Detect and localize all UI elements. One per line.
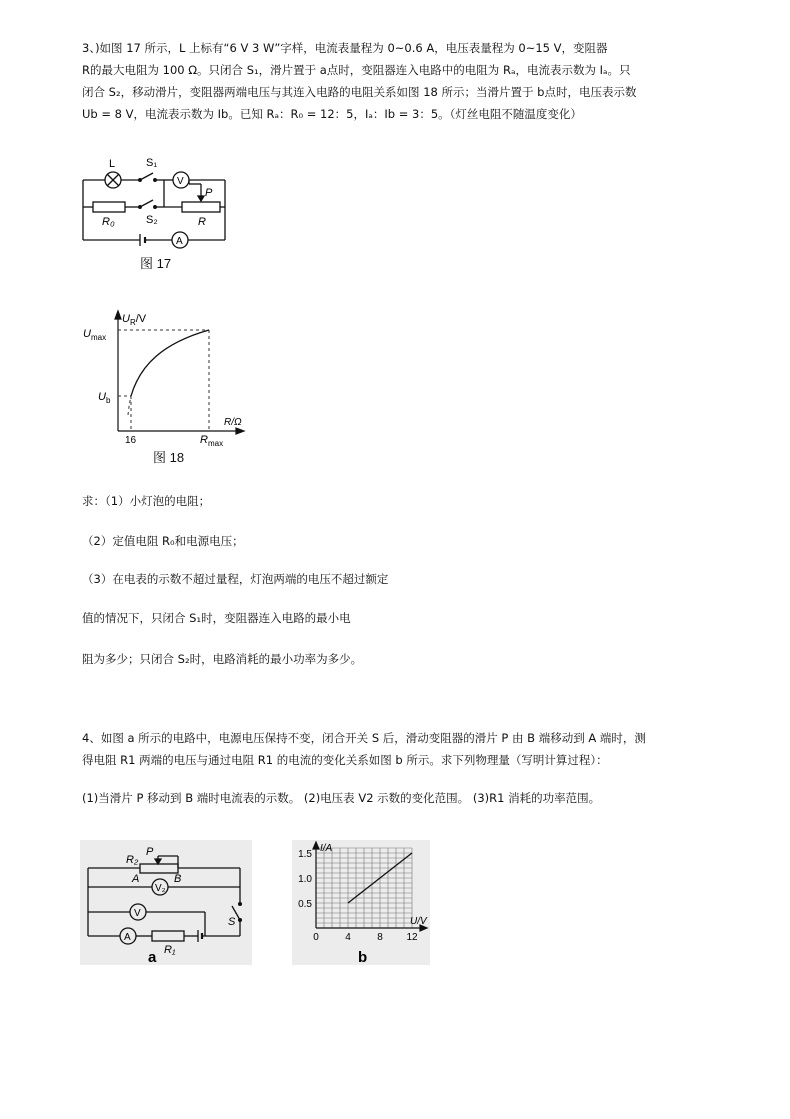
q4-line-3: (1)当滑片 P 移动到 B 端时电流表的示数。 (2)电压表 V2 示数的变化范围。 (3)R1 消耗的功率范围。: [82, 791, 601, 805]
y-tick-label: 0.5: [298, 899, 312, 910]
x-tick-label: 12: [406, 932, 418, 943]
x-axis-label: R/Ω: [224, 417, 242, 428]
q3-ask-2: （2）定值电阻 R₀和电源电压；: [82, 534, 244, 548]
y-tick-label: 1.5: [298, 849, 312, 860]
voltmeter-v2-label: V₂: [155, 883, 166, 894]
x-tick-label: 0: [313, 932, 319, 943]
lamp-label: L: [109, 158, 116, 170]
x-axis-label: U/V: [410, 916, 427, 927]
chart-figure-b: [292, 840, 430, 965]
switch-s1-label: S₁: [146, 157, 158, 169]
q3-ask-3c: 阻为多少；只闭合 S₂时，电路消耗的最小功率为多少。: [82, 652, 363, 666]
q3-ask-3a: （3）在电表的示数不超过量程，灯泡两端的电压不超过额定: [82, 572, 389, 586]
switch-s-label: S: [228, 916, 236, 928]
end-b-label: B: [174, 873, 182, 885]
y-tick-umax: $U_{max}$: [83, 328, 107, 342]
q3-line-4: Ub = 8 V，电流表示数为 Ib。已知 Rₐ：R₀ = 12：5，Iₐ：Ib = 3：5。（灯丝电阻不随温度变化）: [82, 107, 582, 121]
ammeter-label: A: [176, 236, 183, 247]
slider-p-label: P: [205, 187, 213, 199]
x-tick-label: 8: [377, 932, 383, 943]
y-axis-label: $U_R/V$: [122, 313, 147, 327]
curve-series: [131, 330, 209, 396]
resistor-r1-label: R₁: [164, 944, 176, 956]
x-tick-16: 16: [125, 435, 137, 446]
y-tick-ub: $U_b$: [98, 391, 111, 405]
q4-line-2: 得电阻 R1 两端的电压与通过电阻 R1 的电流的变化关系如图 b 所示。求下列物理量（写明计算过程）：: [82, 753, 608, 767]
slider-p-label: P: [146, 846, 154, 858]
chart-figure-18: [78, 305, 258, 448]
q4-line-1: 4、如图 a 所示的电路中，电源电压保持不变，闭合开关 S 后，滑动变阻器的滑片 P 由 B 端移动到 A 端时，测: [82, 731, 646, 745]
ammeter-label: A: [124, 932, 131, 943]
figure-17-caption: 图 17: [140, 256, 172, 271]
x-tick-label: 4: [345, 932, 351, 943]
x-tick-rmax: $R_{max}$: [200, 434, 224, 448]
q3-line-1: 3、)如图 17 所示，L 上标有“6 V 3 W”字样，电流表量程为 0~0.6 A，电压表量程为 0~15 V，变阻器: [82, 41, 608, 55]
end-a-label: A: [132, 873, 140, 885]
q3-line-3: 闭合 S₂，移动滑片，变阻器两端电压与其连入电路的电阻关系如图 18 所示；当滑片置于 b点时，电压表示数: [82, 85, 637, 99]
voltmeter-label: V: [177, 176, 184, 187]
q3-ask-1: 求：（1）小灯泡的电阻；: [82, 494, 211, 508]
y-axis-label: I/A: [320, 843, 333, 854]
figure-b-caption: b: [358, 949, 368, 966]
q3-ask-3b: 值的情况下，只闭合 S₁时，变阻器连入电路的最小电: [82, 611, 351, 625]
q3-line-2: R的最大电阻为 100 Ω。只闭合 S₁，滑片置于 a点时，变阻器连入电路中的电阻为 Rₐ，电流表示数为 Iₐ。只: [82, 63, 631, 77]
y-tick-label: 1.0: [298, 874, 312, 885]
circuit-figure-a: [80, 840, 252, 965]
rheostat-r-label: R: [198, 216, 206, 228]
switch-s2-label: S₂: [146, 214, 158, 226]
rheostat-r2-label: R₂: [126, 854, 139, 866]
figure-18-caption: 图 18: [153, 450, 185, 465]
figure-a-caption: a: [148, 949, 157, 966]
resistor-r0-label: R₀: [102, 216, 115, 228]
voltmeter-v-label: V: [134, 908, 141, 919]
